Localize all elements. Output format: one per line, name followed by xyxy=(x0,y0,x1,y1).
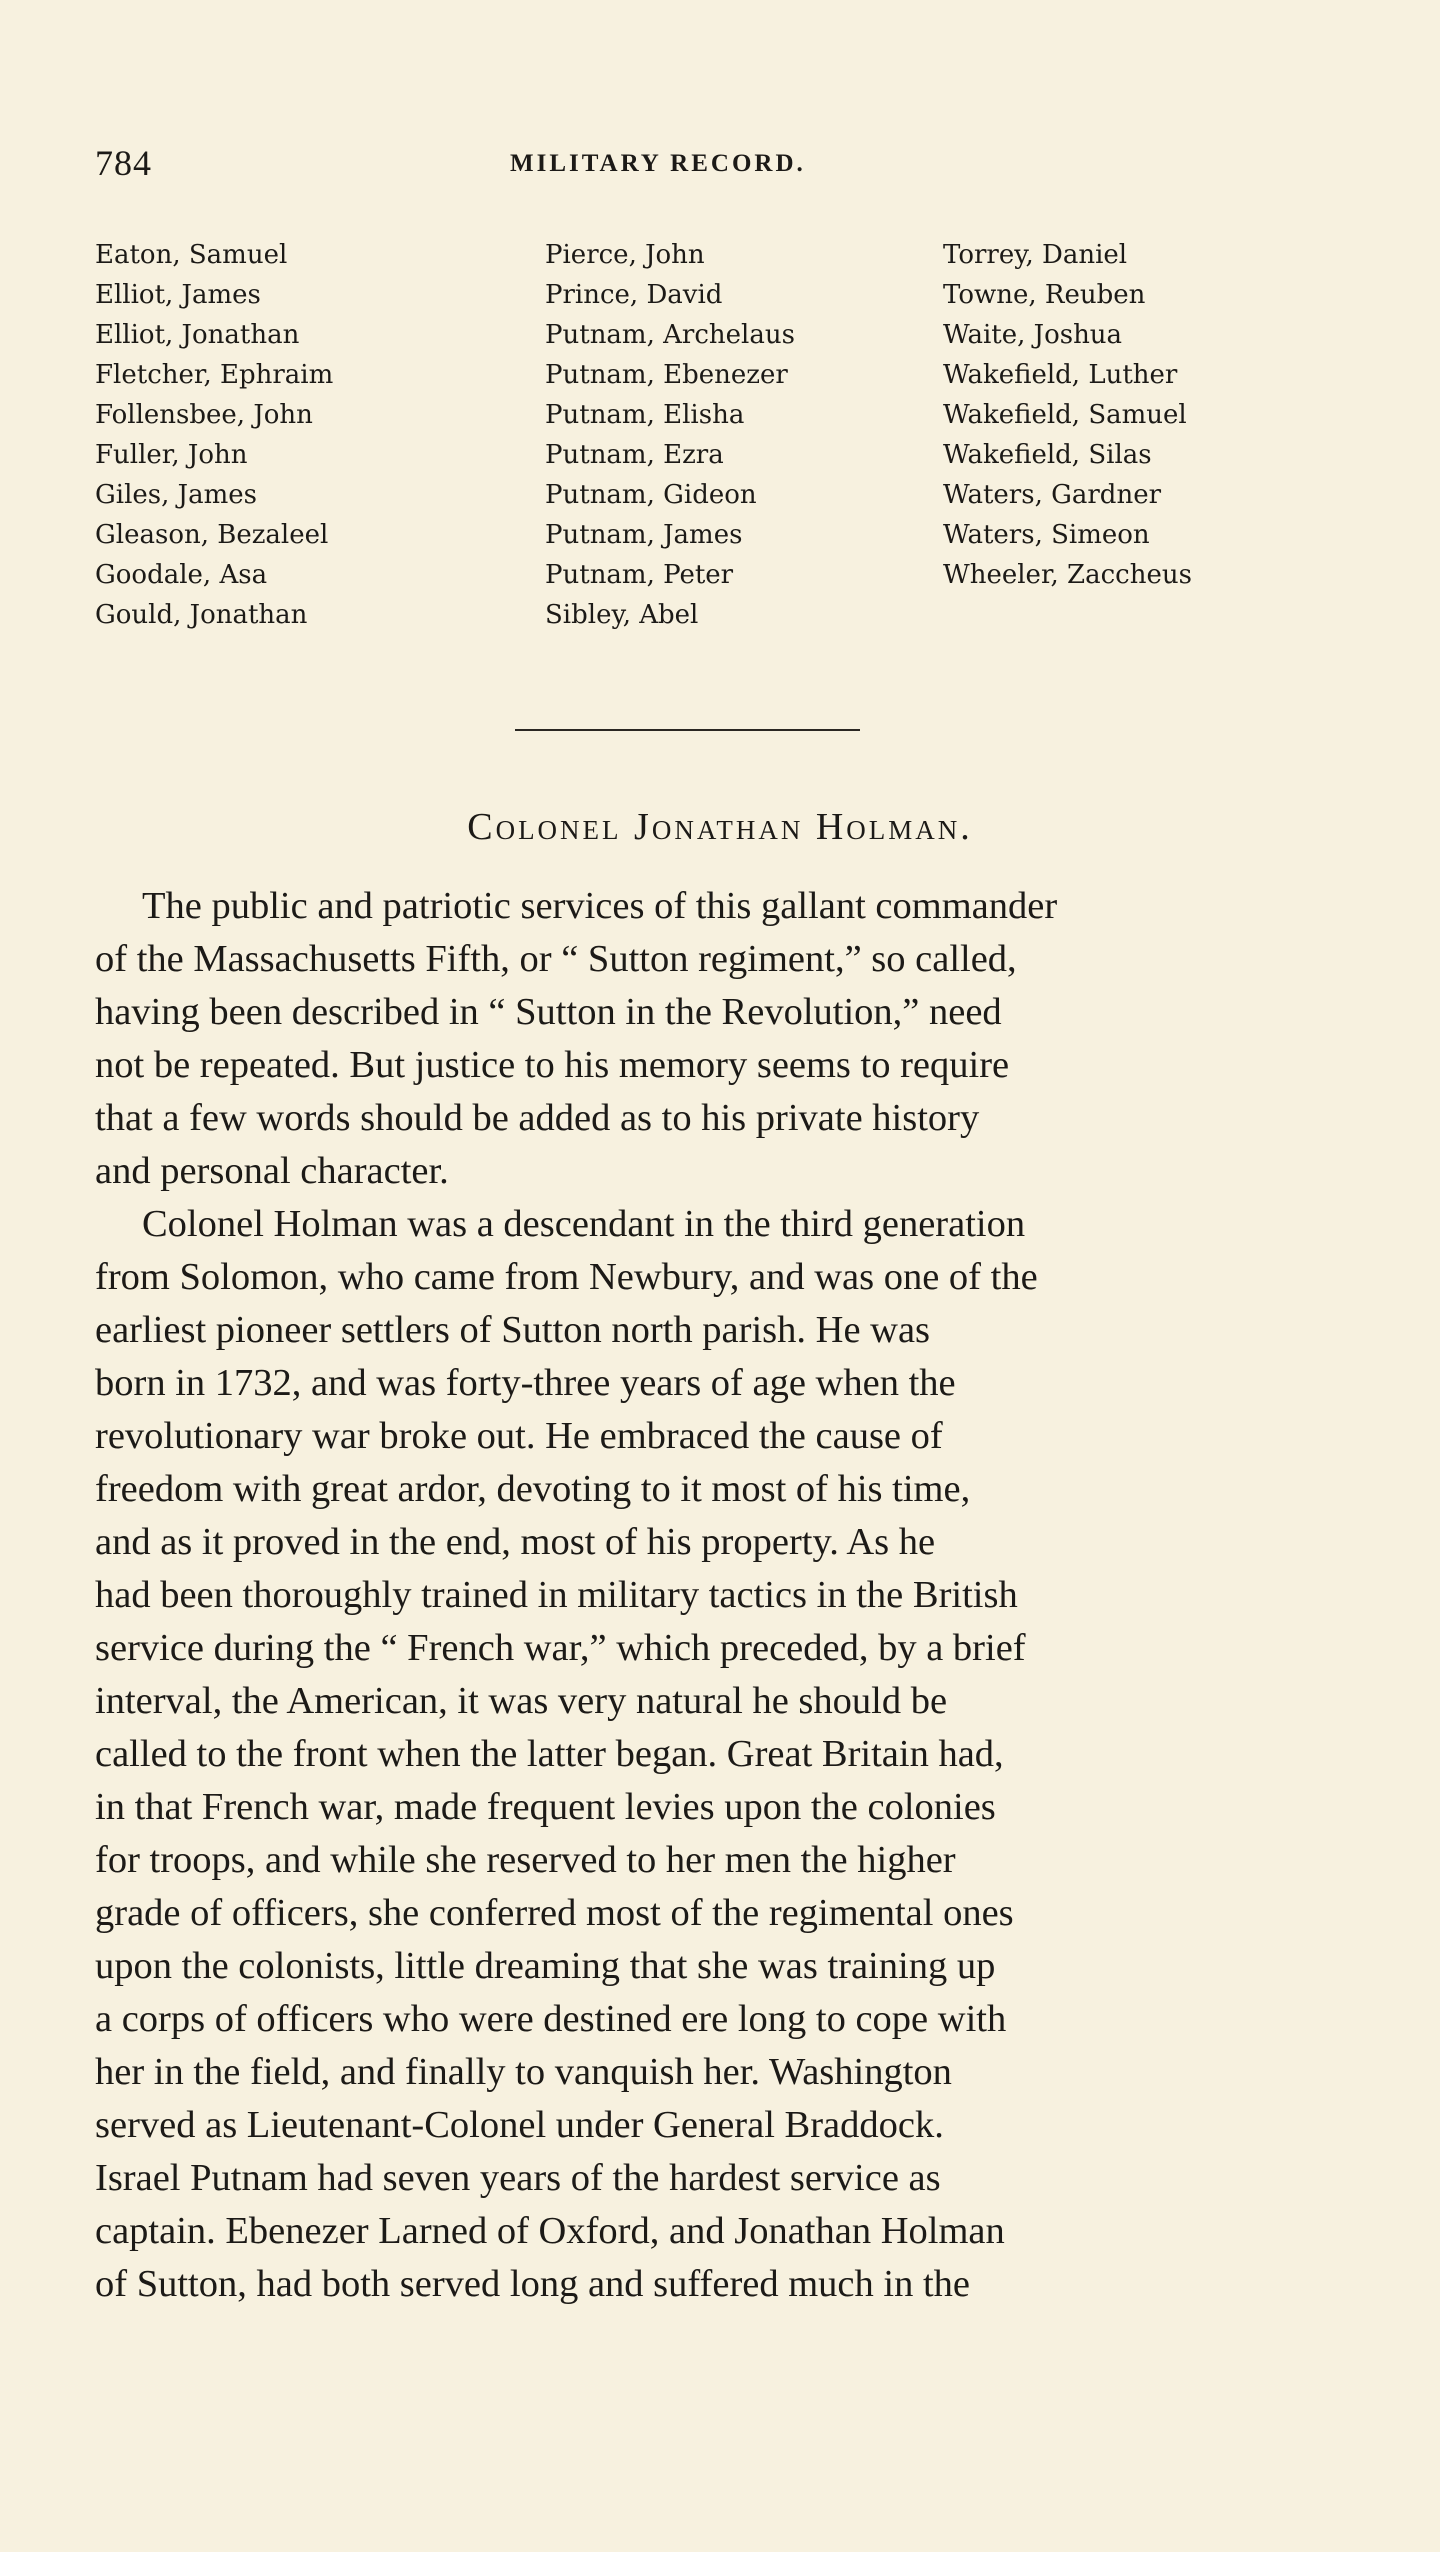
text-line: and as it proved in the end, most of his property. As he xyxy=(95,1521,936,1563)
page-header xyxy=(95,142,1335,192)
name-entry: Sibley, Abel xyxy=(545,600,699,630)
section-title: Colonel Jonathan Holman. xyxy=(467,806,973,848)
text-line: in that French war, made frequent levies upon the colonies xyxy=(95,1786,996,1828)
text-line: and personal character. xyxy=(95,1150,449,1192)
page-number: 784 xyxy=(95,143,152,183)
text-line: earliest pioneer settlers of Sutton north parish. He was xyxy=(95,1309,931,1351)
name-entry: Putnam, Gideon xyxy=(545,480,757,510)
name-entry: Putnam, Elisha xyxy=(545,400,745,430)
name-entry: Gould, Jonathan xyxy=(95,600,308,630)
name-entry: Wakefield, Luther xyxy=(943,360,1178,390)
name-column-2 xyxy=(545,235,795,635)
name-entry: Towne, Reuben xyxy=(943,280,1146,310)
name-entry: Wheeler, Zaccheus xyxy=(943,560,1192,590)
name-entry: Waite, Joshua xyxy=(943,320,1123,350)
text-line: for troops, and while she reserved to her men the higher xyxy=(95,1839,956,1881)
name-entry: Putnam, Archelaus xyxy=(545,320,795,350)
name-entry: Torrey, Daniel xyxy=(943,240,1128,270)
name-column-1 xyxy=(95,235,333,635)
name-entry: Eaton, Samuel xyxy=(95,240,288,270)
text-line: upon the colonists, little dreaming that she was training up xyxy=(95,1945,996,1987)
name-entry: Follensbee, John xyxy=(95,400,313,430)
text-line: service during the “ French war,” which preceded, by a brief xyxy=(95,1627,1026,1669)
text-line: grade of officers, she conferred most of the regimental ones xyxy=(95,1892,1014,1934)
name-entry: Wakefield, Silas xyxy=(943,440,1152,470)
text-line: of the Massachusetts Fifth, or “ Sutton regiment,” so called, xyxy=(95,938,1017,980)
text-line: captain. Ebenezer Larned of Oxford, and Jonathan Holman xyxy=(95,2210,1005,2252)
name-entry: Pierce, John xyxy=(545,240,705,270)
name-entry: Putnam, James xyxy=(545,520,743,550)
text-line: her in the field, and finally to vanquish her. Washington xyxy=(95,2051,952,2093)
text-line: served as Lieutenant-Colonel under General Braddock. xyxy=(95,2104,944,2146)
name-column-3 xyxy=(943,235,1192,595)
text-line: born in 1732, and was forty-three years of age when the xyxy=(95,1362,956,1404)
name-entry: Gleason, Bezaleel xyxy=(95,520,329,550)
name-entry: Fuller, John xyxy=(95,440,248,470)
text-line: called to the front when the latter began. Great Britain had, xyxy=(95,1733,1004,1775)
section-divider xyxy=(515,729,860,731)
body-text xyxy=(95,880,1275,2311)
name-entry: Fletcher, Ephraim xyxy=(95,360,334,390)
name-entry: Giles, James xyxy=(95,480,257,510)
text-line: a corps of officers who were destined ere long to cope with xyxy=(95,1998,1007,2040)
text-line: freedom with great ardor, devoting to it most of his time, xyxy=(95,1468,971,1510)
name-entry: Waters, Simeon xyxy=(943,520,1150,550)
name-entry: Putnam, Ebenezer xyxy=(545,360,788,390)
name-entry: Waters, Gardner xyxy=(943,480,1162,510)
name-entry: Wakefield, Samuel xyxy=(943,400,1187,430)
text-line: The public and patriotic services of this gallant commander xyxy=(142,885,1058,927)
text-line: having been described in “ Sutton in the Revolution,” need xyxy=(95,991,1002,1033)
text-line: of Sutton, had both served long and suffered much in the xyxy=(95,2263,970,2305)
name-entry: Putnam, Peter xyxy=(545,560,734,590)
name-entry: Prince, David xyxy=(545,280,723,310)
name-entry: Elliot, James xyxy=(95,280,261,310)
name-entry: Putnam, Ezra xyxy=(545,440,724,470)
text-line: Israel Putnam had seven years of the hardest service as xyxy=(95,2157,941,2199)
text-line: not be repeated. But justice to his memory seems to require xyxy=(95,1044,1010,1086)
text-line: from Solomon, who came from Newbury, and was one of the xyxy=(95,1256,1038,1298)
text-line: revolutionary war broke out. He embraced the cause of xyxy=(95,1415,943,1457)
text-line: Colonel Holman was a descendant in the third generation xyxy=(142,1203,1026,1245)
text-line: that a few words should be added as to his private history xyxy=(95,1097,980,1139)
name-entry: Elliot, Jonathan xyxy=(95,320,300,350)
name-entry: Goodale, Asa xyxy=(95,560,268,590)
text-line: had been thoroughly trained in military tactics in the British xyxy=(95,1574,1018,1616)
running-head: MILITARY RECORD. xyxy=(510,150,806,177)
text-line: interval, the American, it was very natural he should be xyxy=(95,1680,948,1722)
